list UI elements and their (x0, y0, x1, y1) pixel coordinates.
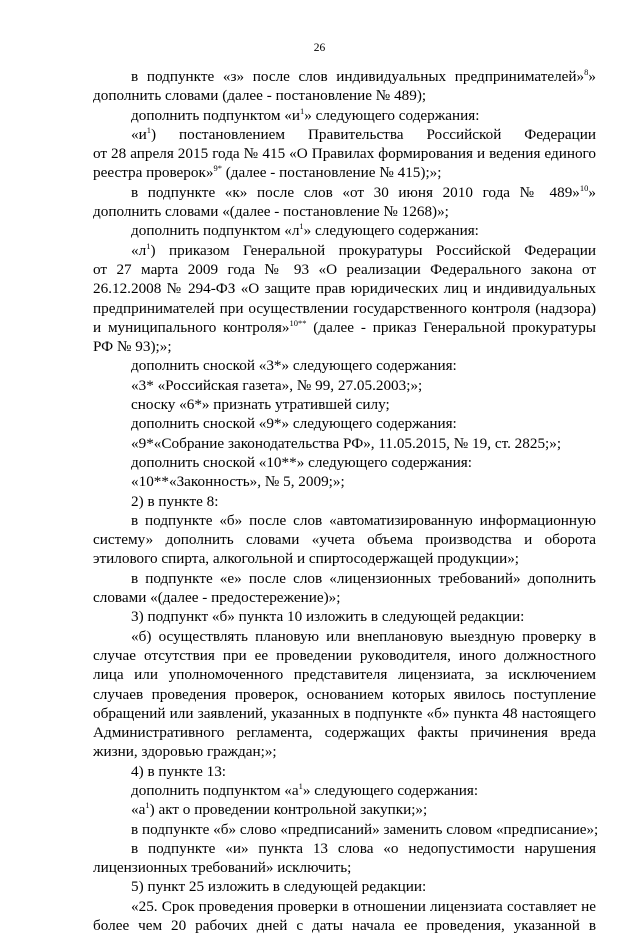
text-line (93, 897, 596, 916)
line-text-continued: » следующего содержания: (304, 106, 480, 124)
line-text: «л (131, 241, 147, 259)
line-text: реестра проверок» (93, 164, 214, 182)
line-text: 4) в пункте 13: (131, 762, 227, 780)
text-line (93, 877, 596, 896)
line-text-continued: (далее - приказ Генеральной прокуратуры (306, 318, 596, 336)
line-text: 3) подпункт «б» пункта 10 изложить в следующей редакции: (131, 608, 525, 626)
line-text: «9*«Собрание законодательства РФ», 11.05.2015, № 19, ст. 2825;»; (131, 434, 562, 452)
text-line (93, 125, 596, 144)
text-line (93, 588, 596, 607)
line-text: в подпункте «б» после слов «автоматизированную информационную (131, 511, 596, 529)
line-text-continued: » следующего содержания: (302, 781, 479, 799)
line-text: дополнить сноской «9*» следующего содержания: (131, 415, 457, 433)
superscript: 10** (289, 317, 307, 328)
line-text: «3* «Российская газета», № 99, 27.05.2003;»; (131, 376, 423, 394)
line-text: в подпункте «б» слово «предписаний» заменить словом «предписание»; (131, 820, 599, 838)
superscript: 1 (145, 800, 150, 811)
line-text: «25. Срок проведения проверки в отношении лицензиата составляет не (131, 897, 596, 915)
text-line (93, 106, 596, 125)
line-text: дополнить сноской «3*» следующего содержания: (131, 357, 457, 375)
line-text: дополнить словами «(далее - постановление № 1268)»; (93, 203, 449, 221)
line-text: этилового спирта, алкогольной и спиртосодержащей продукции»; (93, 550, 520, 568)
text-line (93, 414, 596, 433)
text-line (93, 685, 596, 704)
text-line (93, 646, 596, 665)
superscript: 8 (584, 67, 589, 77)
line-text: 26.12.2008 № 294-ФЗ «О защите прав юридических лиц и индивидуальных (93, 280, 596, 298)
text-line (93, 704, 596, 723)
line-text: предпринимателей при осуществлении государственного контроля (надзора) (93, 299, 596, 317)
line-text: и муниципального контроля» (93, 318, 290, 336)
text-line (93, 820, 599, 839)
line-text: 2) в пункте 8: (131, 492, 219, 510)
text-line (93, 569, 596, 588)
document-body (93, 67, 599, 935)
text-line (93, 530, 596, 549)
line-text: более чем 20 рабочих дней с даты начала ее проведения, указанной в (93, 917, 596, 935)
line-text: в подпункте «е» после слов «лицензионных требований» дополнить (131, 569, 596, 587)
text-line (93, 627, 596, 646)
line-text: от 28 апреля 2015 года № 415 «О Правилах формирования и ведения единого (93, 145, 596, 163)
text-line (93, 742, 596, 761)
line-text: Административного регламента, содержащих факты причинения вреда (93, 724, 596, 742)
line-text: в подпункте «и» пункта 13 слова «о недопустимости нарушения (131, 839, 596, 857)
line-text-continued: ) постановлением Правительства Российской Федерации (150, 125, 596, 143)
line-text: лицензионных требований» исключить; (93, 859, 352, 877)
line-text: «и (131, 125, 147, 143)
text-line (93, 723, 596, 742)
line-text: обращений или заявлений, указанных в подпункте «б» пункта 48 настоящего (93, 704, 596, 722)
text-line (93, 549, 596, 568)
text-line (93, 299, 596, 318)
text-line (93, 839, 596, 858)
line-text: систему» дополнить словами «учета объема производства и оборота (93, 531, 596, 549)
line-text: в подпункте «з» после слов индивидуальных предпринимателей» (131, 68, 585, 85)
text-line (93, 260, 596, 279)
text-line (93, 86, 596, 105)
page-number: 26 (313, 42, 326, 54)
line-text: случае отсутствия при ее проведении руководителя, иного должностного (93, 646, 596, 664)
text-line (93, 916, 596, 935)
line-text: от 27 марта 2009 года № 93 «О реализации Федерального закона от (93, 260, 596, 278)
line-text: дополнить подпунктом «и (131, 106, 300, 124)
superscript: 10 (579, 182, 589, 193)
line-text: сноску «6*» признать утратившей силу; (131, 396, 390, 414)
text-line (93, 800, 596, 819)
line-text-continued: ) приказом Генеральной прокуратуры Российской Федерации (150, 241, 596, 259)
text-line (93, 241, 596, 260)
text-line (93, 144, 596, 163)
text-line (93, 183, 596, 202)
text-line (93, 665, 596, 684)
text-line (93, 472, 596, 491)
text-line (93, 67, 596, 86)
superscript: 9* (213, 163, 222, 174)
line-text-continued: ) акт о проведении контрольной закупки;»; (149, 801, 428, 819)
text-line (93, 221, 596, 240)
line-text-continued: (далее - постановление № 415);»; (221, 164, 442, 182)
line-text: дополнить сноской «10**» следующего содержания: (131, 453, 472, 471)
text-line (93, 781, 596, 800)
text-line (93, 395, 596, 414)
text-line (93, 453, 596, 472)
superscript: 1 (298, 780, 303, 791)
text-line (93, 163, 596, 182)
superscript: 1 (146, 124, 151, 135)
line-text: жизни, здоровью граждан;»; (93, 743, 277, 761)
text-line (93, 492, 596, 511)
text-line (93, 434, 596, 453)
line-text: словами «(далее - предостережение)»; (93, 589, 341, 607)
text-line (93, 279, 596, 298)
line-text-continued: » (588, 183, 596, 201)
line-text: в подпункте «к» после слов «от 30 июня 2010 года № 489» (131, 183, 580, 201)
line-text: 5) пункт 25 изложить в следующей редакции: (131, 878, 427, 896)
line-text: лица или уполномоченного представителя лицензиата, за исключением (93, 666, 596, 684)
text-line (93, 318, 596, 337)
text-line (93, 858, 596, 877)
line-text: «10**«Законность», № 5, 2009;»; (131, 473, 345, 491)
text-line (93, 607, 596, 626)
line-text-continued: » следующего содержания: (303, 222, 479, 240)
line-text: дополнить словами (далее - постановление № 489); (93, 87, 427, 105)
line-text: «а (131, 801, 146, 819)
line-text-continued: » (588, 68, 596, 85)
text-line (93, 356, 596, 375)
text-line (93, 337, 596, 356)
text-line (93, 511, 596, 530)
superscript: 1 (299, 221, 304, 232)
line-text: «б) осуществлять плановую или внеплановую выездную проверку в (131, 627, 596, 645)
line-text: дополнить подпунктом «л (131, 222, 300, 240)
text-line (93, 376, 596, 395)
line-text: РФ № 93);»; (93, 338, 172, 356)
superscript: 1 (146, 240, 151, 251)
line-text: случаев проведения проверок, основанием которых явилось поступление (93, 685, 596, 703)
superscript: 1 (299, 105, 305, 116)
text-line (93, 202, 596, 221)
line-text: дополнить подпунктом «а (131, 781, 299, 799)
text-line (93, 762, 596, 781)
